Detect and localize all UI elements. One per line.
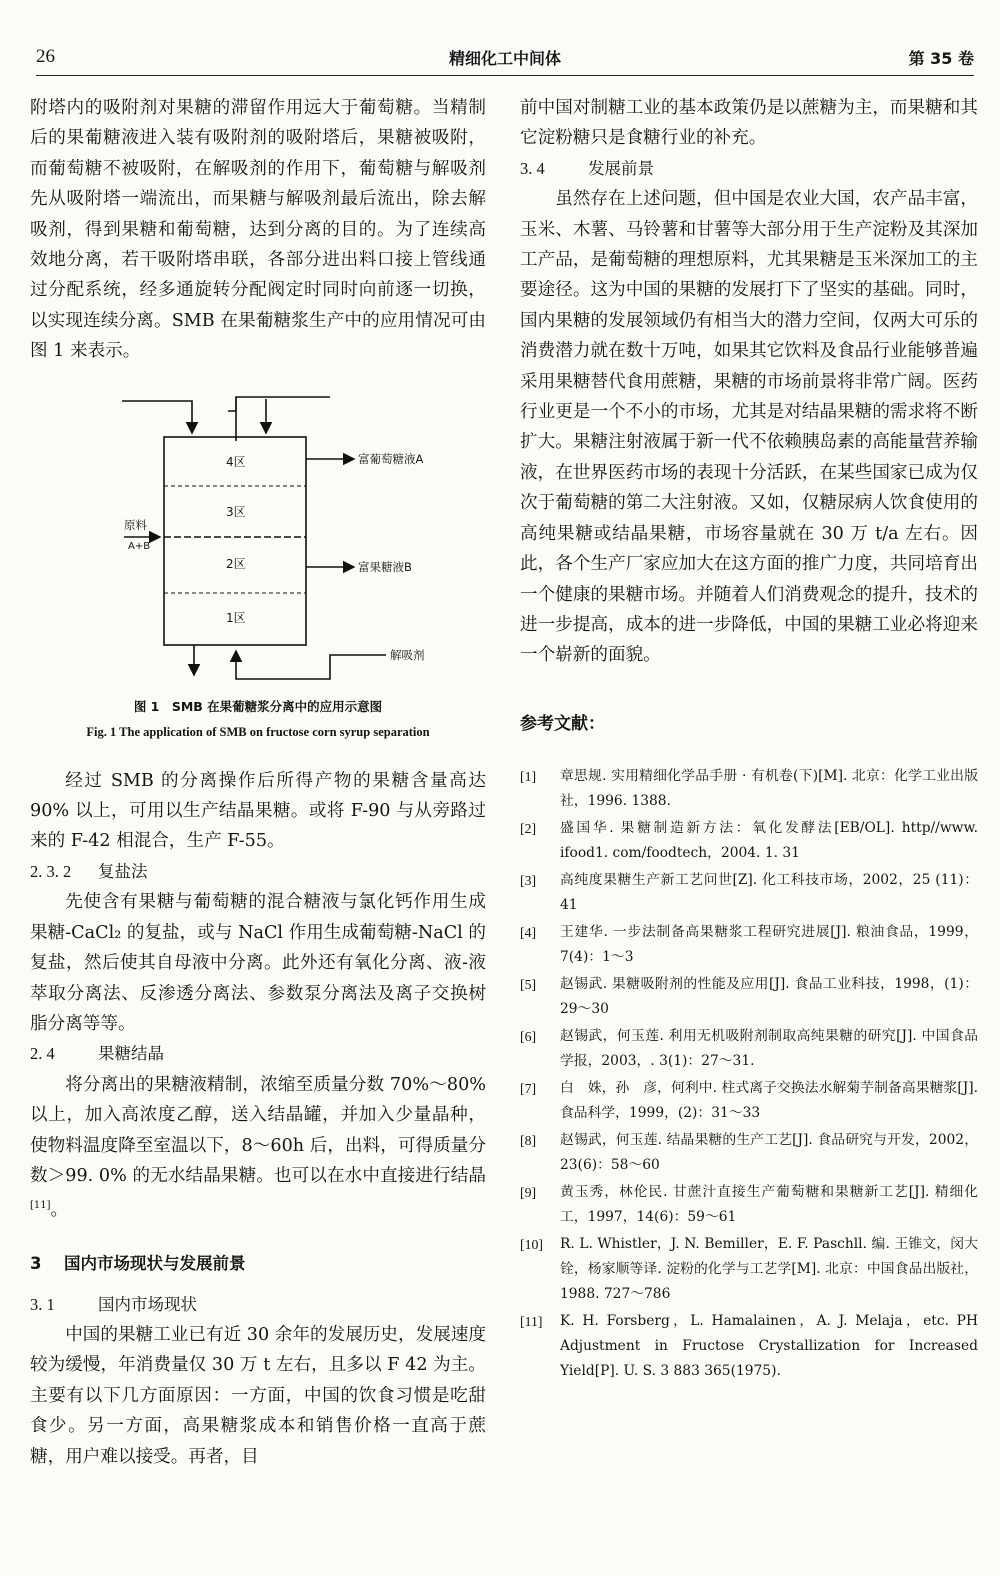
reference-text: 赵锡武，何玉莲. 结晶果糖的生产工艺[J]. 食品研究与开发，2002，23(6)：58～60 [560,1131,978,1173]
figure-caption-cn: 图 1 SMB 在果葡糖浆分离中的应用示意图 [133,698,383,714]
reference-number: [1] [520,768,537,784]
reference-item [520,1180,978,1230]
output-b-label: 富果糖液B [358,559,412,574]
feed-label: 原料 [124,517,147,532]
reference-text: 王建华. 一步法制备高果糖浆工程研究进展[J]. 粮油食品，1999，7(4)：1～3 [560,923,978,965]
reference-number: [5] [520,976,537,992]
reference-item [520,1309,978,1384]
smb-diagram [30,389,486,689]
reference-text: 赵锡武，何玉莲. 利用无机吸附剂制取高纯果糖的研究[J]. 中国食品学报，2003，. 3(1)：27～31. [560,1027,978,1069]
reference-number: [8] [520,1132,537,1148]
reference-number: [3] [520,872,537,888]
reference-number: [11] [520,1313,543,1329]
subsection-3-4 [520,154,978,184]
section-number: 3. 1 [30,1294,55,1314]
paragraph-text: 将分离出的果糖液精制，浓缩至质量分数 70%～80% 以上，加入高浓度乙醇，送入结晶罐，并加入少量晶种，使物料温度降至室温以下，8～60h 后，出料，可得质量分数＞99. 0% 的无水结晶果糖。也可以在水中直接进行结晶 [30,1074,486,1186]
page-number: 26 [36,46,55,67]
paragraph: 先使含有果糖与葡萄糖的混合糖液与氯化钙作用生成果糖-CaCl₂ 的复盐，或与 NaCl 作用生成葡萄糖-NaCl 的复盐，然后使其自母液中分离。此外还有氧化分离、液-液萃取分离法、反渗透分离法、参数泵分离法及离子交换树脂分离等等。 [30,892,486,1034]
figure-1 [30,389,486,689]
feed-sub-label: A+B [128,540,151,552]
section-3-heading [30,1250,486,1274]
reference-item [520,972,978,1022]
section-number: 2. 3. 2 [30,861,72,881]
reference-item [520,920,978,970]
reference-text: 黄玉秀，林伦民. 甘蔗汁直接生产葡萄糖和果糖新工艺[J]. 精细化工，1997，14(6)：59～61 [560,1183,978,1225]
running-header [36,42,974,76]
reference-text: R. L. Whistler，J. N. Bemiller，E. F. Paschll. 编. 王锥文，闵大铨，杨家顺等译. 淀粉的化学与工艺学[M]. 北京：中国食品出版社，1988. 727～786 [560,1235,978,1302]
reference-number: [2] [520,820,537,836]
subsection-2-3-2 [30,857,486,887]
citation: [11] [30,1200,51,1212]
reference-item [520,1076,978,1126]
zone-1-label: 1区 [226,610,246,625]
zone-4-label: 4区 [226,454,246,469]
reference-list [520,764,978,1384]
subsection-2-4 [30,1039,486,1069]
paragraph-end: 。 [50,1200,69,1221]
desorbent-label: 解吸剂 [390,647,425,662]
section-title: 复盐法 [98,861,148,881]
reference-number: [10] [520,1236,543,1252]
reference-item [520,1024,978,1074]
reference-item [520,1128,978,1178]
zone-3-label: 3区 [226,504,246,519]
section-number: 3. 4 [520,158,545,178]
paragraph: 附塔内的吸附剂对果糖的滞留作用远大于葡萄糖。当精制后的果葡糖液进入装有吸附剂的吸附塔后，果糖被吸附，而葡萄糖不被吸附，在解吸剂的作用下，葡萄糖与解吸剂先从吸附塔一端流出，而果糖与解吸剂最后流出，除去解吸剂，得到果糖和葡萄糖，达到分离的目的。为了连续高效地分离，若干吸附塔串联，各部分进出料口接上管线通过分配系统，经多通旋转分配阀定时同时向前逐一切换，以实现连续分离。SMB 在果葡糖浆生产中的应用情况可由图 1 来表示。 [30,98,486,362]
header-rule [36,75,974,76]
reference-number: [7] [520,1080,537,1096]
reference-item [520,1232,978,1307]
reference-text: 赵锡武. 果糖吸附剂的性能及应用[J]. 食品工业科技，1998，(1)：29～30 [560,975,978,1017]
subsection-3-1 [30,1290,486,1320]
paragraph: 经过 SMB 的分离操作后所得产物的果糖含量高达 90% 以上，可用以生产结晶果糖。或将 F-90 与从旁路过来的 F-42 相混合，生产 F-55。 [30,770,486,852]
section-title: 果糖结晶 [98,1044,164,1064]
reference-number: [9] [520,1184,537,1200]
reference-number: [4] [520,924,537,940]
right-column [520,93,978,1386]
paragraph [30,1070,486,1226]
reference-number: [6] [520,1028,537,1044]
section-title: 发展前景 [588,158,654,178]
section-number: 2. 4 [30,1044,55,1064]
left-column [30,93,486,1472]
reference-item [520,816,978,866]
section-title: 国内市场现状 [98,1294,197,1314]
reference-text: K. H. Forsberg，L. Hamalainen，A. J. Melaja，etc. PH Adjustment in Fructose Crystallization for Increased Yield[P]. U. S. 3 883 365(1975). [560,1312,978,1379]
paragraph: 前中国对制糖工业的基本政策仍是以蔗糖为主，而果糖和其它淀粉糖只是食糖行业的补充。 [520,98,978,149]
reference-text: 盛国华. 果糖制造新方法：氧化发酵法[EB/OL]. http//www. ifood1. com/foodtech，2004. 1. 31 [560,819,978,861]
paragraph: 中国的果糖工业已有近 30 余年的发展历史，发展速度较为缓慢，年消费量仅 30 万 t 左右，且多以 F 42 为主。主要有以下几方面原因：一方面，中国的饮食习惯是吃甜食少。另一方面，高果糖浆成本和销售价格一直高于蔗糖，用户难以接受。再者，目 [30,1325,486,1467]
reference-text: 高纯度果糖生产新工艺问世[Z]. 化工科技市场，2002，25 (11)：41 [560,871,978,913]
reference-text: 章思规. 实用精细化学品手册 · 有机卷(下)[M]. 北京：化学工业出版社，1996. 1388. [560,767,978,809]
section-title: 国内市场现状与发展前景 [64,1253,246,1273]
output-a-label: 富葡萄糖液A [358,451,424,466]
figure-caption-en: Fig. 1 The application of SMB on fructose corn syrup separation [86,724,430,739]
paragraph: 虽然存在上述问题，但中国是农业大国，农产品丰富，玉米、木薯、马铃薯和甘薯等大部分用于生产淀粉及其深加工产品，是葡萄糖的理想原料，尤其果糖是玉米深加工的主要途径。这为中国的果糖的发展打下了坚实的基础。同时，国内果糖的发展领域仍有相当大的潜力空间，仅两大可乐的消费潜力就在数十万吨，如果其它饮料及食品行业能够普遍采用果糖替代食用蔗糖，果糖的市场前景将非常广阔。医药行业更是一个不小的市场，尤其是对结晶果糖的需求将不断扩大。果糖注射液属于新一代不依赖胰岛素的高能量营养输液，在世界医药市场的表现十分活跃，在某些国家已成为仅次于葡萄糖的第二大注射液。又如，仅糖尿病人饮食使用的高纯果糖或结晶果糖，市场容量就在 30 万 t/a 左右。因此，各个生产厂家应加大在这方面的推广力度，共同培育出一个健康的果糖市场。并随着人们消费观念的提升，技术的进一步提高，成本的进一步降低，中国的果糖工业必将迎来一个崭新的面貌。 [520,189,978,666]
references [520,709,978,1384]
references-title: 参考文献： [520,713,605,734]
section-number: 3 [30,1253,42,1273]
reference-item [520,868,978,918]
volume-label: 第 35 卷 [908,49,974,68]
zone-2-label: 2区 [226,556,246,571]
reference-text: 白 姝，孙 彦，何利中. 柱式离子交换法水解菊芋制备高果糖浆[J]. 食品科学，1999，(2)：31～33 [560,1079,978,1121]
journal-name: 精细化工中间体 [448,49,561,68]
reference-item [520,764,978,814]
